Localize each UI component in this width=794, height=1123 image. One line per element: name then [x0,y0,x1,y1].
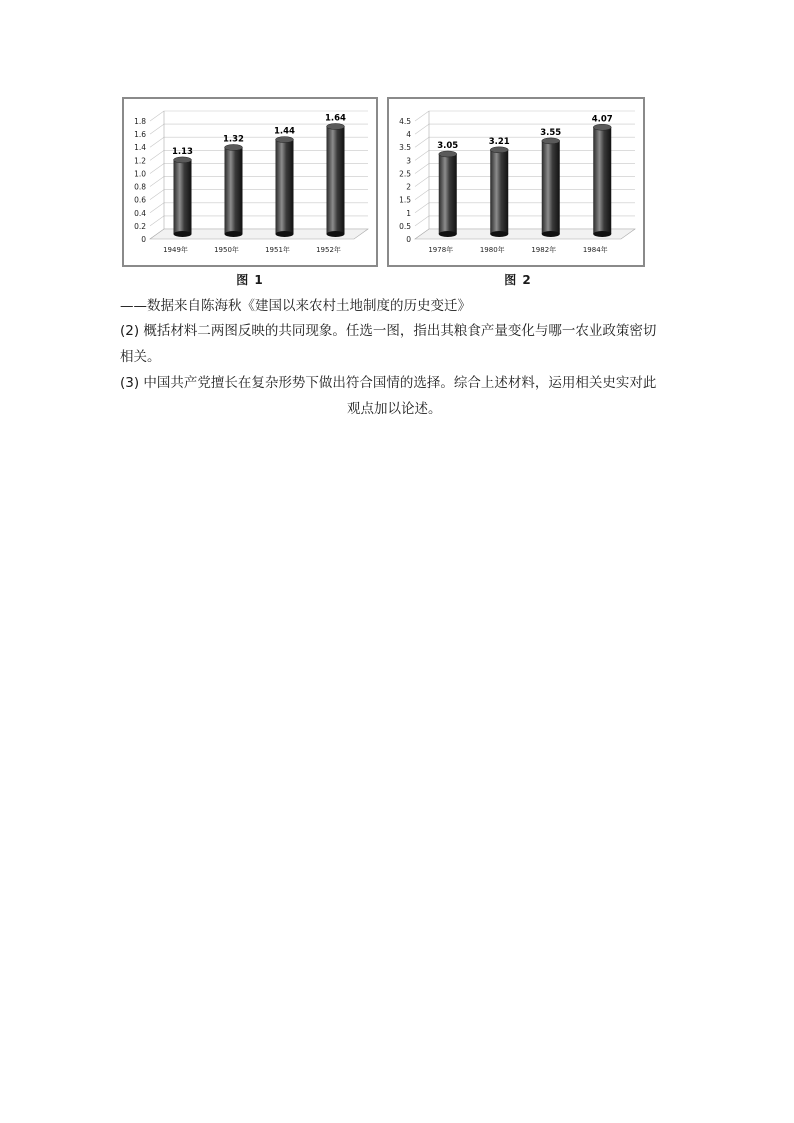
y-tick-label: 1.6 [134,130,146,140]
gridline-side [415,203,429,213]
bar-top [174,157,192,163]
bar-top [490,147,508,153]
gridline-side [150,137,164,147]
gridline-side [415,111,429,121]
y-tick-label: 4.5 [399,117,411,126]
y-tick-label: 0.6 [134,195,146,205]
bar-top [225,144,243,150]
bar [542,141,560,234]
gridline-side [150,124,164,134]
x-tick-label: 1984年 [582,246,608,254]
gridline-side [415,124,429,134]
gridline-side [415,177,429,187]
y-tick-label: 4 [406,130,411,140]
bar [225,147,243,234]
bar [174,160,192,234]
bar [327,126,345,234]
y-tick-label: 0.8 [134,182,146,192]
y-tick-label: 1.8 [134,117,146,126]
bar-base [225,231,243,237]
chart-2-svg [389,99,643,265]
bar-top [276,137,294,143]
gridline-side [415,190,429,200]
data-label: 1.64 [325,113,346,124]
x-tick-label: 1949年 [163,246,188,254]
bar-base [542,231,560,237]
data-label: 3.05 [437,141,459,152]
gridline-side [150,150,164,160]
question-2-line-1: (2) 概括材料二两图反映的共同现象。任选一图，指出其粮食产量变化与哪一农业政策密切 [120,323,657,339]
question-2-line-2: 相关。 [120,349,161,365]
bar-top [593,124,611,130]
gridline-side [415,150,429,160]
bar [593,127,611,234]
y-tick-label: 0.4 [134,208,146,218]
y-tick-label: 1.0 [134,169,146,179]
y-tick-label: 1 [406,208,411,218]
data-label: 1.32 [223,134,244,145]
gridline-side [150,216,164,226]
data-label: 1.44 [274,126,295,137]
chart-1-svg [124,99,376,265]
y-tick-label: 0 [406,235,411,244]
gridline-side [415,137,429,147]
gridline-side [150,190,164,200]
gridline-side [150,163,164,173]
question-3-line-2: 观点加以论述。 [347,401,442,417]
y-tick-label: 0.5 [399,221,411,231]
bar [490,150,508,234]
y-tick-label: 2 [406,182,411,192]
gridline-side [415,216,429,226]
bar-top [439,151,457,157]
bar-base [490,231,508,237]
source-citation: ——数据来自陈海秋《建国以来农村土地制度的历史变迁》 [120,298,471,314]
data-label: 1.13 [172,146,193,157]
bar-top [327,123,345,129]
chart-1 [122,97,378,267]
data-label: 4.07 [591,114,613,125]
y-tick-label: 1.2 [134,156,146,166]
x-tick-label: 1980年 [479,246,505,254]
bar-base [439,231,457,237]
bar-top [542,138,560,144]
gridline-side [150,203,164,213]
y-tick-label: 3 [406,156,411,166]
x-tick-label: 1978年 [428,246,454,254]
x-tick-label: 1950年 [214,246,239,254]
figure-2-caption: 图 2 [504,273,532,287]
y-tick-label: 0.2 [134,221,146,231]
bar [439,154,457,234]
gridline-side [150,177,164,187]
y-tick-label: 3.5 [399,143,411,153]
y-tick-label: 1.5 [399,195,411,205]
data-label: 3.21 [488,136,510,147]
y-tick-label: 0 [141,235,146,244]
charts-area [122,97,647,287]
bar-base [593,231,611,237]
data-label: 3.55 [540,127,562,138]
y-tick-label: 2.5 [399,169,411,179]
x-tick-label: 1982年 [531,246,557,254]
question-3-line-1: (3) 中国共产党擅长在复杂形势下做出符合国情的选择。综合上述材料，运用相关史实对此 [120,375,657,391]
gridline-side [415,163,429,173]
bar-base [327,231,345,237]
bar-base [276,231,294,237]
bar [276,140,294,234]
y-tick-label: 1.4 [134,143,146,153]
figure-1-caption: 图 1 [236,273,264,287]
x-tick-label: 1951年 [265,246,290,254]
gridline-side [150,111,164,121]
chart-2 [387,97,645,267]
bar-base [174,231,192,237]
x-tick-label: 1952年 [316,246,341,254]
